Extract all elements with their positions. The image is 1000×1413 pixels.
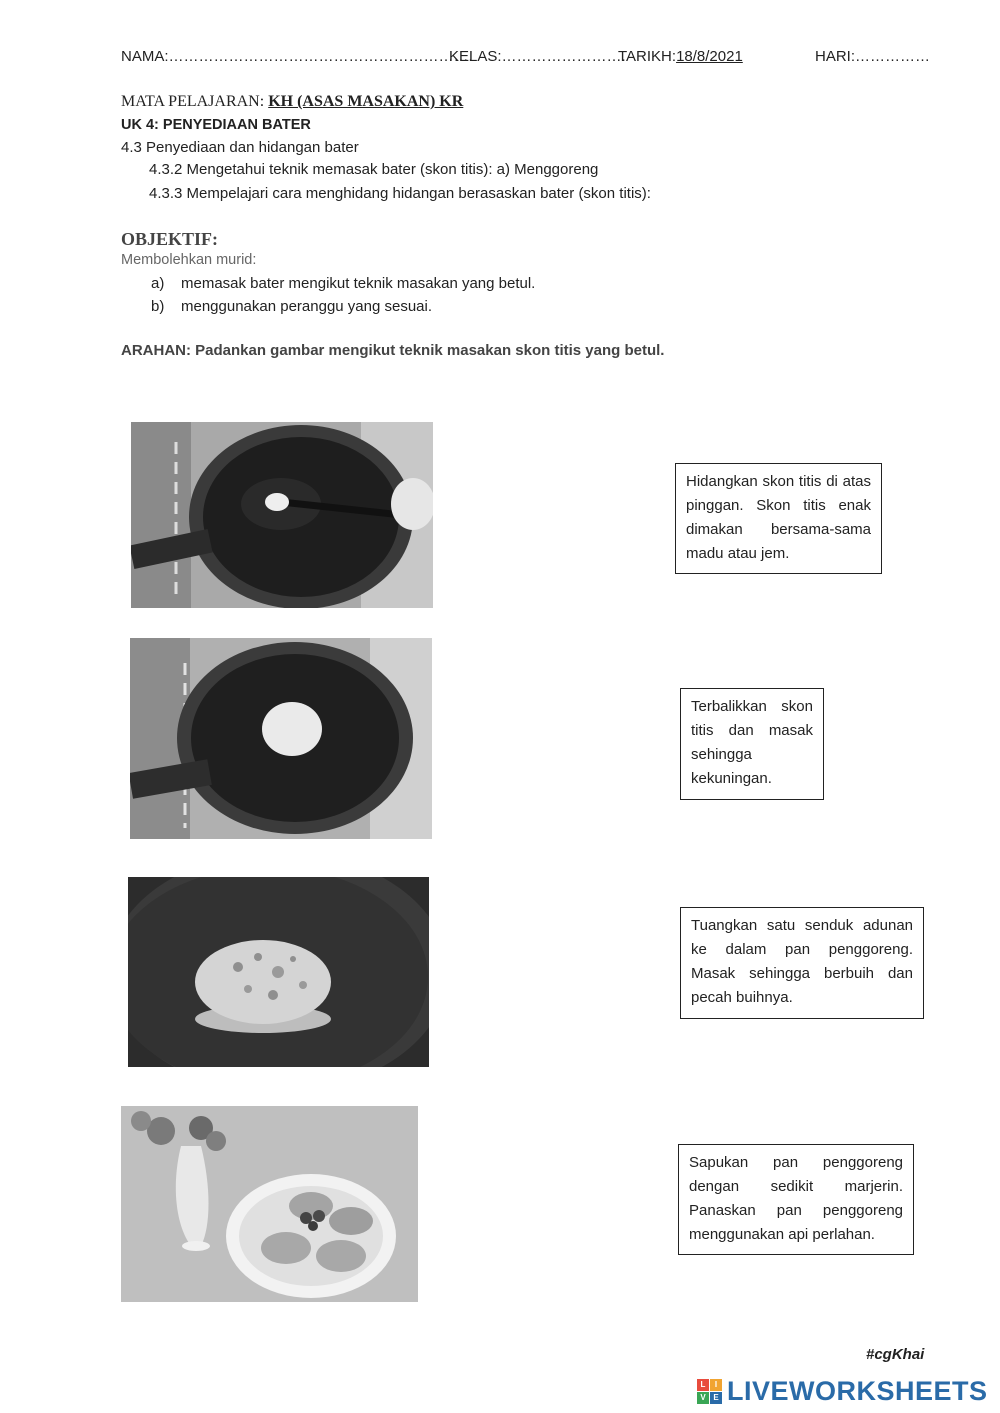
objektif-item-b (151, 298, 651, 318)
objektif-text: menggunakan peranggu yang sesuai. (181, 298, 433, 315)
liveworksheets-logo-icon (697, 1379, 723, 1405)
tarikh-label: TARIKH: (618, 48, 677, 65)
photo-pancake-cooking (128, 877, 429, 1067)
logo-letter: I (710, 1379, 722, 1391)
hari-field[interactable]: HARI:…………… (815, 48, 931, 65)
objektif-marker: b) (151, 298, 165, 315)
photo-pan-greasing (131, 422, 433, 608)
step-box-grease[interactable]: Sapukan pan penggoreng dengan sedikit marjerin. Panaskan pan penggoreng menggunakan api perlahan. (678, 1144, 914, 1255)
topic-line: 4.3 Penyediaan dan hidangan bater (121, 139, 359, 156)
objektif-title: OBJEKTIF: (121, 229, 219, 249)
brand-text: LIVEWORKSHEETS (727, 1376, 988, 1406)
subtopic-2: 4.3.3 Mempelajari cara menghidang hidangan berasaskan bater (skon titis): (149, 185, 651, 202)
nama-field[interactable]: NAMA:……………………………………………………. (121, 48, 473, 65)
tarikh-field (618, 48, 743, 65)
objektif-item-a (151, 275, 651, 295)
objektif-marker: a) (151, 275, 165, 292)
objektif-intro: Membolehkan murid: (121, 252, 257, 268)
objektif-text: memasak bater mengikut teknik masakan yang betul. (181, 275, 536, 292)
step-box-pour[interactable]: Tuangkan satu senduk adunan ke dalam pan penggoreng. Masak sehingga berbuih dan pecah buihnya. (680, 907, 924, 1019)
photo-batter-in-pan (130, 638, 432, 839)
logo-letter: V (697, 1392, 709, 1404)
subject-label: MATA PELAJARAN: (121, 93, 265, 110)
author-tag: #cgKhai (866, 1346, 925, 1363)
step-box-flip[interactable]: Terbalikkan skon titis dan masak sehingga kekuningan. (680, 688, 824, 800)
subject-value: KH (ASAS MASAKAN) KR (268, 93, 464, 110)
kelas-field[interactable]: KELAS:……………………. (449, 48, 626, 65)
subject-line (121, 93, 463, 111)
logo-letter: L (697, 1379, 709, 1391)
tarikh-value: 18/8/2021 (676, 48, 743, 65)
step-box-serve[interactable]: Hidangkan skon titis di atas pinggan. Skon titis enak dimakan bersama-sama madu atau jem. (675, 463, 882, 574)
unit-title: UK 4: PENYEDIAAN BATER (121, 117, 311, 133)
arahan-instruction: ARAHAN: Padankan gambar mengikut teknik masakan skon titis yang betul. (121, 342, 665, 359)
subtopic-1: 4.3.2 Mengetahui teknik memasak bater (skon titis): a) Menggoreng (149, 161, 599, 178)
photo-pancakes-served (121, 1106, 418, 1302)
logo-letter: E (710, 1392, 722, 1404)
